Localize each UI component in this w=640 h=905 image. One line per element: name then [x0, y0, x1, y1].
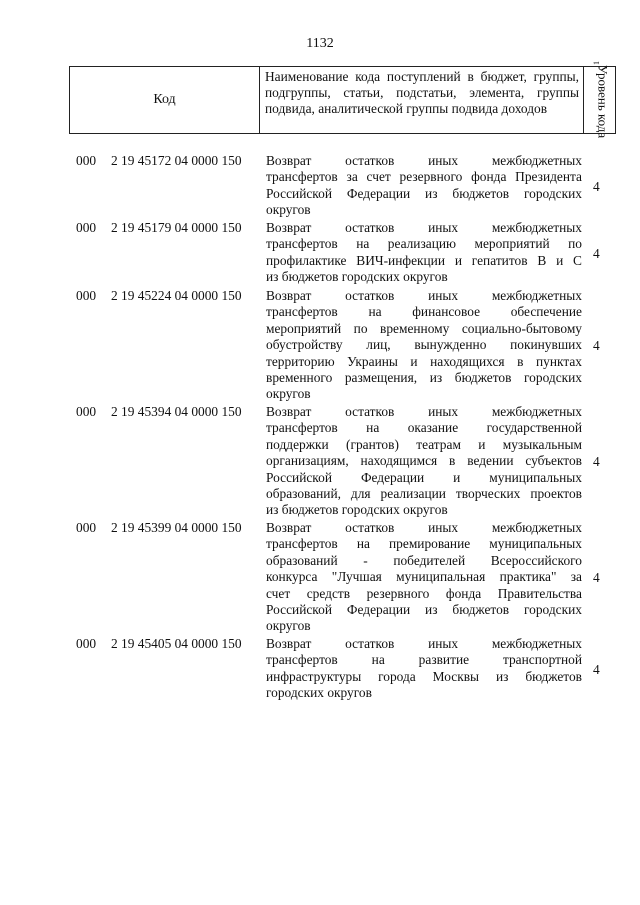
row-code: 2 19 45399 04 0000 150 — [111, 520, 242, 535]
row-description-line: Возврат остатков иных межбюджетных — [266, 220, 582, 235]
row-code: 2 19 45172 04 0000 150 — [111, 153, 242, 168]
row-prefix: 000 — [76, 288, 97, 303]
row-description-line: трансфертов на реализацию мероприятий по — [266, 236, 582, 252]
row-description-line: трансфертов на оказание государственной — [266, 420, 582, 436]
row-description — [266, 404, 582, 519]
row-description-line: временного размещения, из бюджетов городских — [266, 370, 582, 386]
row-description-line: территорию Украины и находящихся в пунктах — [266, 353, 582, 369]
row-level: 4 — [593, 662, 600, 677]
row-description — [266, 220, 582, 286]
row-prefix: 000 — [76, 520, 97, 535]
header-code: Код — [70, 67, 260, 133]
row-description-line: образований, для реализации творческих проектов — [266, 486, 582, 502]
row-level: 4 — [593, 338, 600, 353]
table-header — [69, 61, 616, 139]
row-description-line: округов — [266, 202, 311, 218]
row-description-line: округов — [266, 386, 311, 402]
row-level: 4 — [593, 570, 600, 585]
row-description-line: Российской Федерации из бюджетов городских — [266, 602, 582, 618]
row-description-line: Возврат остатков иных межбюджетных — [266, 153, 582, 168]
row-prefix: 000 — [76, 220, 97, 235]
row-description-line: профилактике ВИЧ-инфекции и гепатитов В и С — [266, 252, 582, 268]
row-description-line: трансфертов на развитие транспортной — [266, 652, 582, 668]
row-code: 2 19 45179 04 0000 150 — [111, 220, 242, 235]
row-level: 4 — [593, 179, 600, 194]
row-description-line: поддержки (грантов) театрам и музыкальным — [266, 436, 582, 452]
row-description-line: трансфертов на премирование муниципальных — [266, 536, 582, 552]
row-prefix: 000 — [76, 636, 97, 651]
row-description-line: обустройству лиц, вынужденно покинувших — [266, 337, 582, 353]
row-prefix: 000 — [76, 404, 97, 419]
row-level: 4 — [593, 246, 600, 261]
row-description-line: Российской Федерации и муниципальных — [266, 469, 582, 485]
row-code: 2 19 45394 04 0000 150 — [111, 404, 242, 419]
row-description-line: округов — [266, 618, 311, 634]
row-description-line: Возврат остатков иных межбюджетных — [266, 520, 582, 535]
row-code: 2 19 45405 04 0000 150 — [111, 636, 242, 651]
row-description — [266, 520, 582, 635]
page-number: 1132 — [306, 36, 334, 51]
row-description-line: трансфертов на финансовое обеспечение — [266, 304, 582, 320]
header-name: Наименование кода поступлений в бюджет, группы, подгруппы, статьи, подстатьи, элемента, группы подвида, аналитической группы подвида доходов — [260, 67, 584, 133]
row-description-line: конкурса "Лучшая муниципальная практика" за — [266, 569, 582, 585]
row-description-line: Российской Федерации из бюджетов городских — [266, 185, 582, 201]
row-description-line: городских округов — [266, 685, 372, 701]
header-level — [584, 61, 615, 139]
row-description-line: Возврат остатков иных межбюджетных — [266, 636, 582, 651]
row-description-line: трансфертов за счет резервного фонда Президента — [266, 169, 582, 185]
header-level-label: Уровень кода — [595, 65, 611, 139]
row-description-line: счет средств резервного фонда Правительства — [266, 585, 582, 601]
row-code: 2 19 45224 04 0000 150 — [111, 288, 242, 303]
row-description-line: из бюджетов городских округов — [266, 269, 448, 285]
row-description-line: Возврат остатков иных межбюджетных — [266, 288, 582, 303]
row-description — [266, 288, 582, 403]
row-description — [266, 636, 582, 702]
row-prefix: 000 — [76, 153, 97, 168]
row-description-line: Возврат остатков иных межбюджетных — [266, 404, 582, 419]
row-description-line: организациям, находящимся в ведении субъектов — [266, 453, 582, 469]
row-description-line: мероприятий по временному социально-бытовому — [266, 320, 582, 336]
header-level-footnote: 1 — [591, 61, 601, 66]
row-description-line: из бюджетов городских округов — [266, 502, 448, 518]
row-description — [266, 153, 582, 219]
row-level: 4 — [593, 454, 600, 469]
row-description-line: инфраструктуры города Москвы из бюджетов — [266, 668, 582, 684]
row-description-line: образований - победителей Всероссийского — [266, 552, 582, 568]
